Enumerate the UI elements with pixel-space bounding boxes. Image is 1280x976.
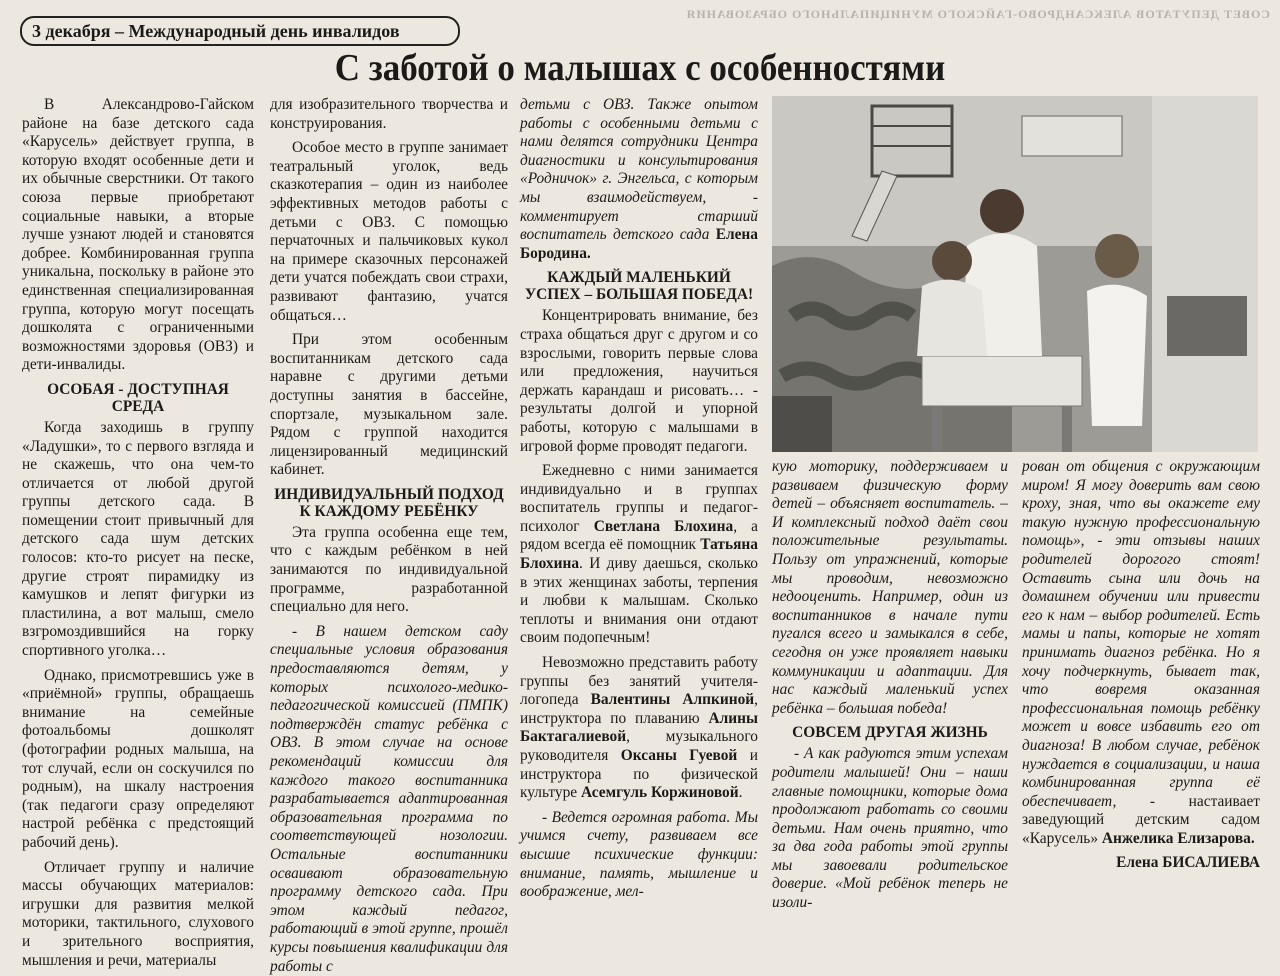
person-name: Оксаны Гуевой bbox=[620, 747, 738, 764]
table-leg bbox=[1062, 406, 1072, 452]
text: и инструктора по физической культуре bbox=[520, 747, 758, 802]
teacher-head bbox=[980, 189, 1024, 233]
article-column-5 bbox=[1022, 458, 1260, 898]
person-name: Анжелика Елизарова. bbox=[1101, 829, 1255, 847]
text: - настаивает заведующий детским садом «Карусель» bbox=[1022, 792, 1260, 847]
article-column-1 bbox=[22, 96, 254, 969]
sand-table bbox=[922, 356, 1082, 406]
child-foreground bbox=[772, 396, 832, 452]
article-column-3 bbox=[520, 96, 758, 901]
person-name: Светлана Блохина bbox=[593, 517, 734, 535]
quote-paragraph: кую моторику, поддерживаем и развиваем физическую форму детей – объясняет воспитатель. – И комплексный подход даёт свои положительные результаты. Пользу от упражнений, которые мы проводим, невозможно недооценить. Например, один из воспитанников в начале пути пугался всего и замыкался в себе, сегодня он уже проявляет навыки коммуникации и адаптации. Для нас каждый маленький успех ребёнка – большая победа! bbox=[772, 458, 1008, 717]
author-byline: Елена БИСАЛИЕВА bbox=[1116, 854, 1260, 872]
classroom-photo bbox=[772, 96, 1258, 452]
text: . И диву даешься, сколько в этих женщинах заботы, терпения и любви к малышам. Сколько теплоты и внимания они отдают своим подопечным! bbox=[520, 555, 758, 647]
article-column-2 bbox=[270, 96, 508, 975]
subheading: ИНДИВИДУАЛЬНЫЙ ПОДХОД К КАЖДОМУ РЕБЁНКУ bbox=[274, 485, 504, 520]
subheading: КАЖДЫЙ МАЛЕНЬКИЙ УСПЕХ – БОЛЬШАЯ ПОБЕДА! bbox=[524, 269, 754, 304]
table-leg bbox=[932, 406, 942, 452]
paragraph bbox=[520, 462, 758, 648]
subheading: СОВСЕМ ДРУГАЯ ЖИЗНЬ bbox=[792, 724, 988, 742]
section-rubric: 3 декабря – Международный день инвалидов bbox=[20, 16, 460, 46]
person-name: Елена Бородина. bbox=[520, 226, 758, 262]
paragraph: В Александрово-Гайском районе на базе детского сада «Карусель» действует группа, в которую входят особенные дети и их обычные сверстники. От такого союза первые приобретают социальные навыки, а вторые лучше узнают людей и становятся добрее. Комбинированная группа уникальна, поскольку в районе это единственная специализированная группа, которую могут посещать дошколята с ограниченными возможностями здоровья (ОВЗ) и дети-инвалиды. bbox=[22, 96, 254, 374]
quote-paragraph: - А как радуются этим успехам родители малышей! Они – наши главные помощники, которые дома продолжают работать со своими детьми. Нам очень приятно, что за два года работы этой группы мы завоевали родительское доверие. «Мой ребёнок теперь не изоли- bbox=[772, 745, 1008, 912]
paragraph bbox=[520, 654, 758, 803]
person-name: Асемгуль Коржиновой bbox=[581, 784, 739, 802]
cabinet-shelf-items bbox=[1167, 296, 1247, 356]
paragraph: для изобразительного творчества и конструирования. bbox=[270, 96, 508, 132]
paragraph: Отличает группу и наличие массы обучающих материалов: игрушки для развития мелкой моторики, тактильного, слухового и зрительного восприятия, мышления и речи, материалы bbox=[22, 858, 254, 969]
text: Ежедневно с ними занимается индивидуально и в группах воспитатель группы и педагог-психолог bbox=[520, 462, 758, 535]
quote-paragraph: - В нашем детском саду специальные условия образования предоставляются детям, у которых психолого-медико-педагогической комиссией (ПМПК) подтверждён статус ребёнка с ОВЗ. В этом случае на основе рекомендаций комиссии для каждого такого воспитанника разрабатывается адаптированная образовательная программа по соответствующей нозологии. Остальные воспитанники осваивают образовательную программу детского сада. При этом каждый педагог, работающий в этой группе, прошёл курсы повышения квалификации для работы с bbox=[270, 622, 508, 975]
paragraph: Когда заходишь в группу «Ладушки», то с первого взгляда и не скажешь, что она чем-то отличается от любой другой группы детского сада. В помещении стоит привычный для детского сада шум детских голосов: кто-то рисует на песке, другие строят пирамидку из камушков и лепят фигурки из пластилина, а вот малыш, смело взгромоздившийся на горку спортивного уголка… bbox=[22, 418, 254, 660]
shelf bbox=[1022, 116, 1122, 156]
cabinet bbox=[1152, 96, 1258, 452]
article-column-4 bbox=[772, 458, 1008, 912]
paragraph: Эта группа особенна еще тем, что с каждым ребёнком в ней занимаются по индивидуальной программе, разработанной специально для него. bbox=[270, 523, 508, 616]
person-name: Алины Бактагалиевой bbox=[520, 709, 758, 746]
quote-paragraph bbox=[1022, 458, 1260, 848]
person-name: Татьяна Блохина bbox=[520, 536, 758, 573]
quote-paragraph bbox=[520, 96, 758, 263]
subheading: ОСОБАЯ - ДОСТУПНАЯ СРЕДА bbox=[47, 380, 229, 415]
child-body bbox=[917, 280, 987, 356]
text: Невозможно представить работу группы без занятий учителя-логопеда bbox=[520, 654, 758, 709]
paragraph: При этом особенным воспитанникам детского сада наравне с другими детьми доступны занятия в бассейне, спортзале, музыкальном зале. Рядом с группой находится лицензированный медицинский кабинет. bbox=[270, 331, 508, 479]
quote-text: рован от общения с окружающим миром! Я могу доверить вам свою кроху, зная, что вы окажете ему такую нужную профессиональную помощь», - эти отзывы наших родителей дорогого стоят! Оставить сына или дочь на домашнем обучении или привести его к нам – выбор родителей. Есть мамы и папы, которые не хотят принимать диагноз ребёнка. Но я хочу подчеркнуть, бывает так, что вовремя оказанная профессиональная помощь ребёнку может и вовсе избавить его от диагноза! В любом случае, ребёнок нуждается в социализации, и наша комбинированная группа её обеспечивает, bbox=[1022, 458, 1260, 810]
text: , музыкального руководителя bbox=[520, 728, 758, 764]
page-title: С заботой о малышах с особенностями bbox=[334, 47, 946, 89]
child-head bbox=[1095, 234, 1139, 278]
text: . bbox=[738, 784, 743, 802]
bleed-through-text: СОВЕТ ДЕПУТАТОВ АЛЕКСАНДРОВО-ГАЙСКОГО МУНИЦИПАЛЬНОГО ОБРАЗОВАНИЯ bbox=[685, 7, 1270, 21]
child-head bbox=[932, 241, 972, 281]
photo-illustration bbox=[772, 96, 1258, 452]
paragraph: Особое место в группе занимает театральный уголок, ведь сказкотерапия – один из наиболее эффективных методов работы с детьми с ОВЗ. С помощью перчаточных и пальчиковых кукол на примере сказочных персонажей дети учатся побеждать свои страхи, развивают фантазию, учатся общаться… bbox=[270, 139, 508, 324]
person-name: Валентины Алпкиной bbox=[590, 691, 755, 709]
quote-paragraph: - Ведется огромная работа. Мы учимся счету, развиваем все высшие психические функции: внимание, память, мышление и воображение, мел- bbox=[520, 808, 758, 901]
child-body bbox=[1087, 285, 1147, 426]
paragraph: Концентрировать внимание, без страха общаться друг с другом и со взрослыми, говорить первые слова или предложения, научиться держать карандаш и рисовать… - результаты долгой и упорной работы, которую с малышами в игровой форме проводят педагоги. bbox=[520, 307, 758, 455]
paragraph: Однако, присмотревшись уже в «приёмной» группы, обращаешь внимание на семейные фотоальбомы дошколят (фотографии родных малыша, на тот случай, если он соскучился по родным), на шкалу настроения (так педагоги сразу определяют настрой ребёнка с предстоящий рабочий день). bbox=[22, 666, 254, 851]
text: , инструктора по плаванию bbox=[520, 691, 758, 727]
quote-text: детьми с ОВЗ. Также опытом работы с особенными детьми с нами делятся сотрудники Центра диагностики и консультирования «Родничок» г. Энгельса, с которым мы взаимодействуем, - комментирует старший воспитатель детского сада bbox=[520, 96, 758, 244]
text: , а рядом всегда её помощник bbox=[520, 517, 758, 554]
